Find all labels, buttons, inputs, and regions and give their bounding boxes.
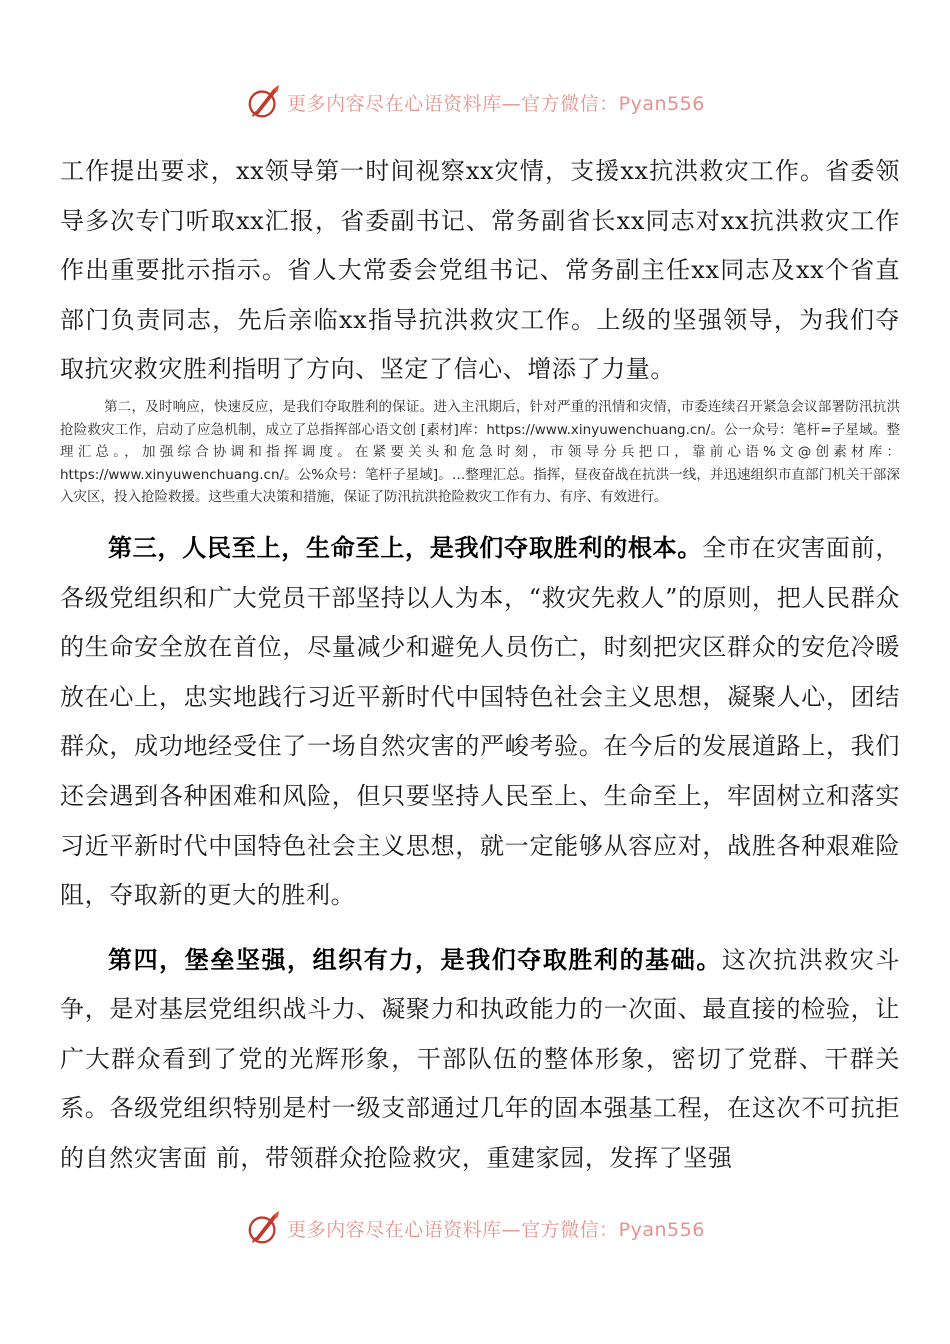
header-banner	[0, 82, 950, 122]
banner-text: 更多内容尽在心语资料库—官方微信：Pyan556	[287, 1218, 705, 1241]
banner-text: 更多内容尽在心语资料库—官方微信：Pyan556	[287, 92, 705, 115]
paragraph-4-heading: 第四，堡垒坚强，组织有力，是我们夺取胜利的基础。	[108, 944, 722, 974]
paragraph-1: 工作提出要求，xx领导第一时间视察xx灾情，支援xx抗洪救灾工作。省委领导多次专门听取xx汇报，省委副书记、常务副省长xx同志对xx抗洪救灾工作作出重要批示指示。省人大常委会党组书记、常务副主任xx同志及xx个省直部门负责同志，先后亲临xx指导抗洪救灾工作。上级的坚强领导，为我们夺取抗灾救灾胜利指明了方向、坚定了信心、增添了力量。	[60, 157, 900, 384]
paragraph-4-text: 这次抗洪救灾斗争，是对基层党组织战斗力、凝聚力和执政能力的一次面、最直接的检验，让广大群众看到了党的光辉形象，干部队伍的整体形象，密切了党群、干群关系。各级党组织特别是村一级支部通过几年的固本强基工程，在这次不可抗拒的自然灾害面 前，带领群众抢险救灾，重建家园，发挥了坚强	[60, 945, 900, 1173]
paragraph-3-text: 全市在灾害面前，各级党组织和广大党员干部坚持以人为本，“救灾先救人”的原则，把人民群众的生命安全放在首位，尽量减少和避免人员伤亡，时刻把灾区群众的安危冷暖放在心上，忠实地践行习近平新时代中国特色社会主义思想，凝聚人心，团结群众，成功地经受住了一场自然灾害的严峻考验。在今后的发展道路上，我们还会遇到各种困难和风险，但只要坚持人民至上、生命至上，牢固树立和落实习近平新时代中国特色社会主义思想，就一定能够从容应对，战胜各种艰难险阻，夺取新的更大的胜利。	[60, 533, 900, 910]
footer-banner	[0, 1208, 950, 1248]
paragraph-3	[60, 523, 900, 921]
paragraph-4	[60, 935, 900, 1184]
paragraph-3-heading: 第三，人民至上，生命至上，是我们夺取胜利的根本。	[108, 532, 703, 562]
quill-pen-icon	[245, 83, 283, 121]
document-body	[60, 147, 900, 1184]
quill-pen-icon	[245, 1209, 283, 1247]
paragraph-2-small: 第二，及时响应，快速反应，是我们夺取胜利的保证。进入主汛期后，针对严重的汛情和灾情，市委连续召开紧急会议部署防汛抗洪抢险救灾工作，启动了应急机制，成立了总指挥部心语文创 [素材]库：https://www.xinyuwenchuang.cn/。公一众号：笔杆=子星域。整理汇总。，加强综合协调和指挥调度。在紧要关头和危急时刻，市领导分兵把口，靠前心语%文@创素材库：https://www.xinyuwenchuang.cn/。公%众号：笔杆子星域]。…整理汇总。指挥，昼夜奋战在抗洪一线，并迅速组织市直部门机关干部深入灾区，投入抢险救援。这些重大决策和措施，保证了防汛抗洪抢险救灾工作有力、有序、有效进行。	[60, 398, 900, 506]
